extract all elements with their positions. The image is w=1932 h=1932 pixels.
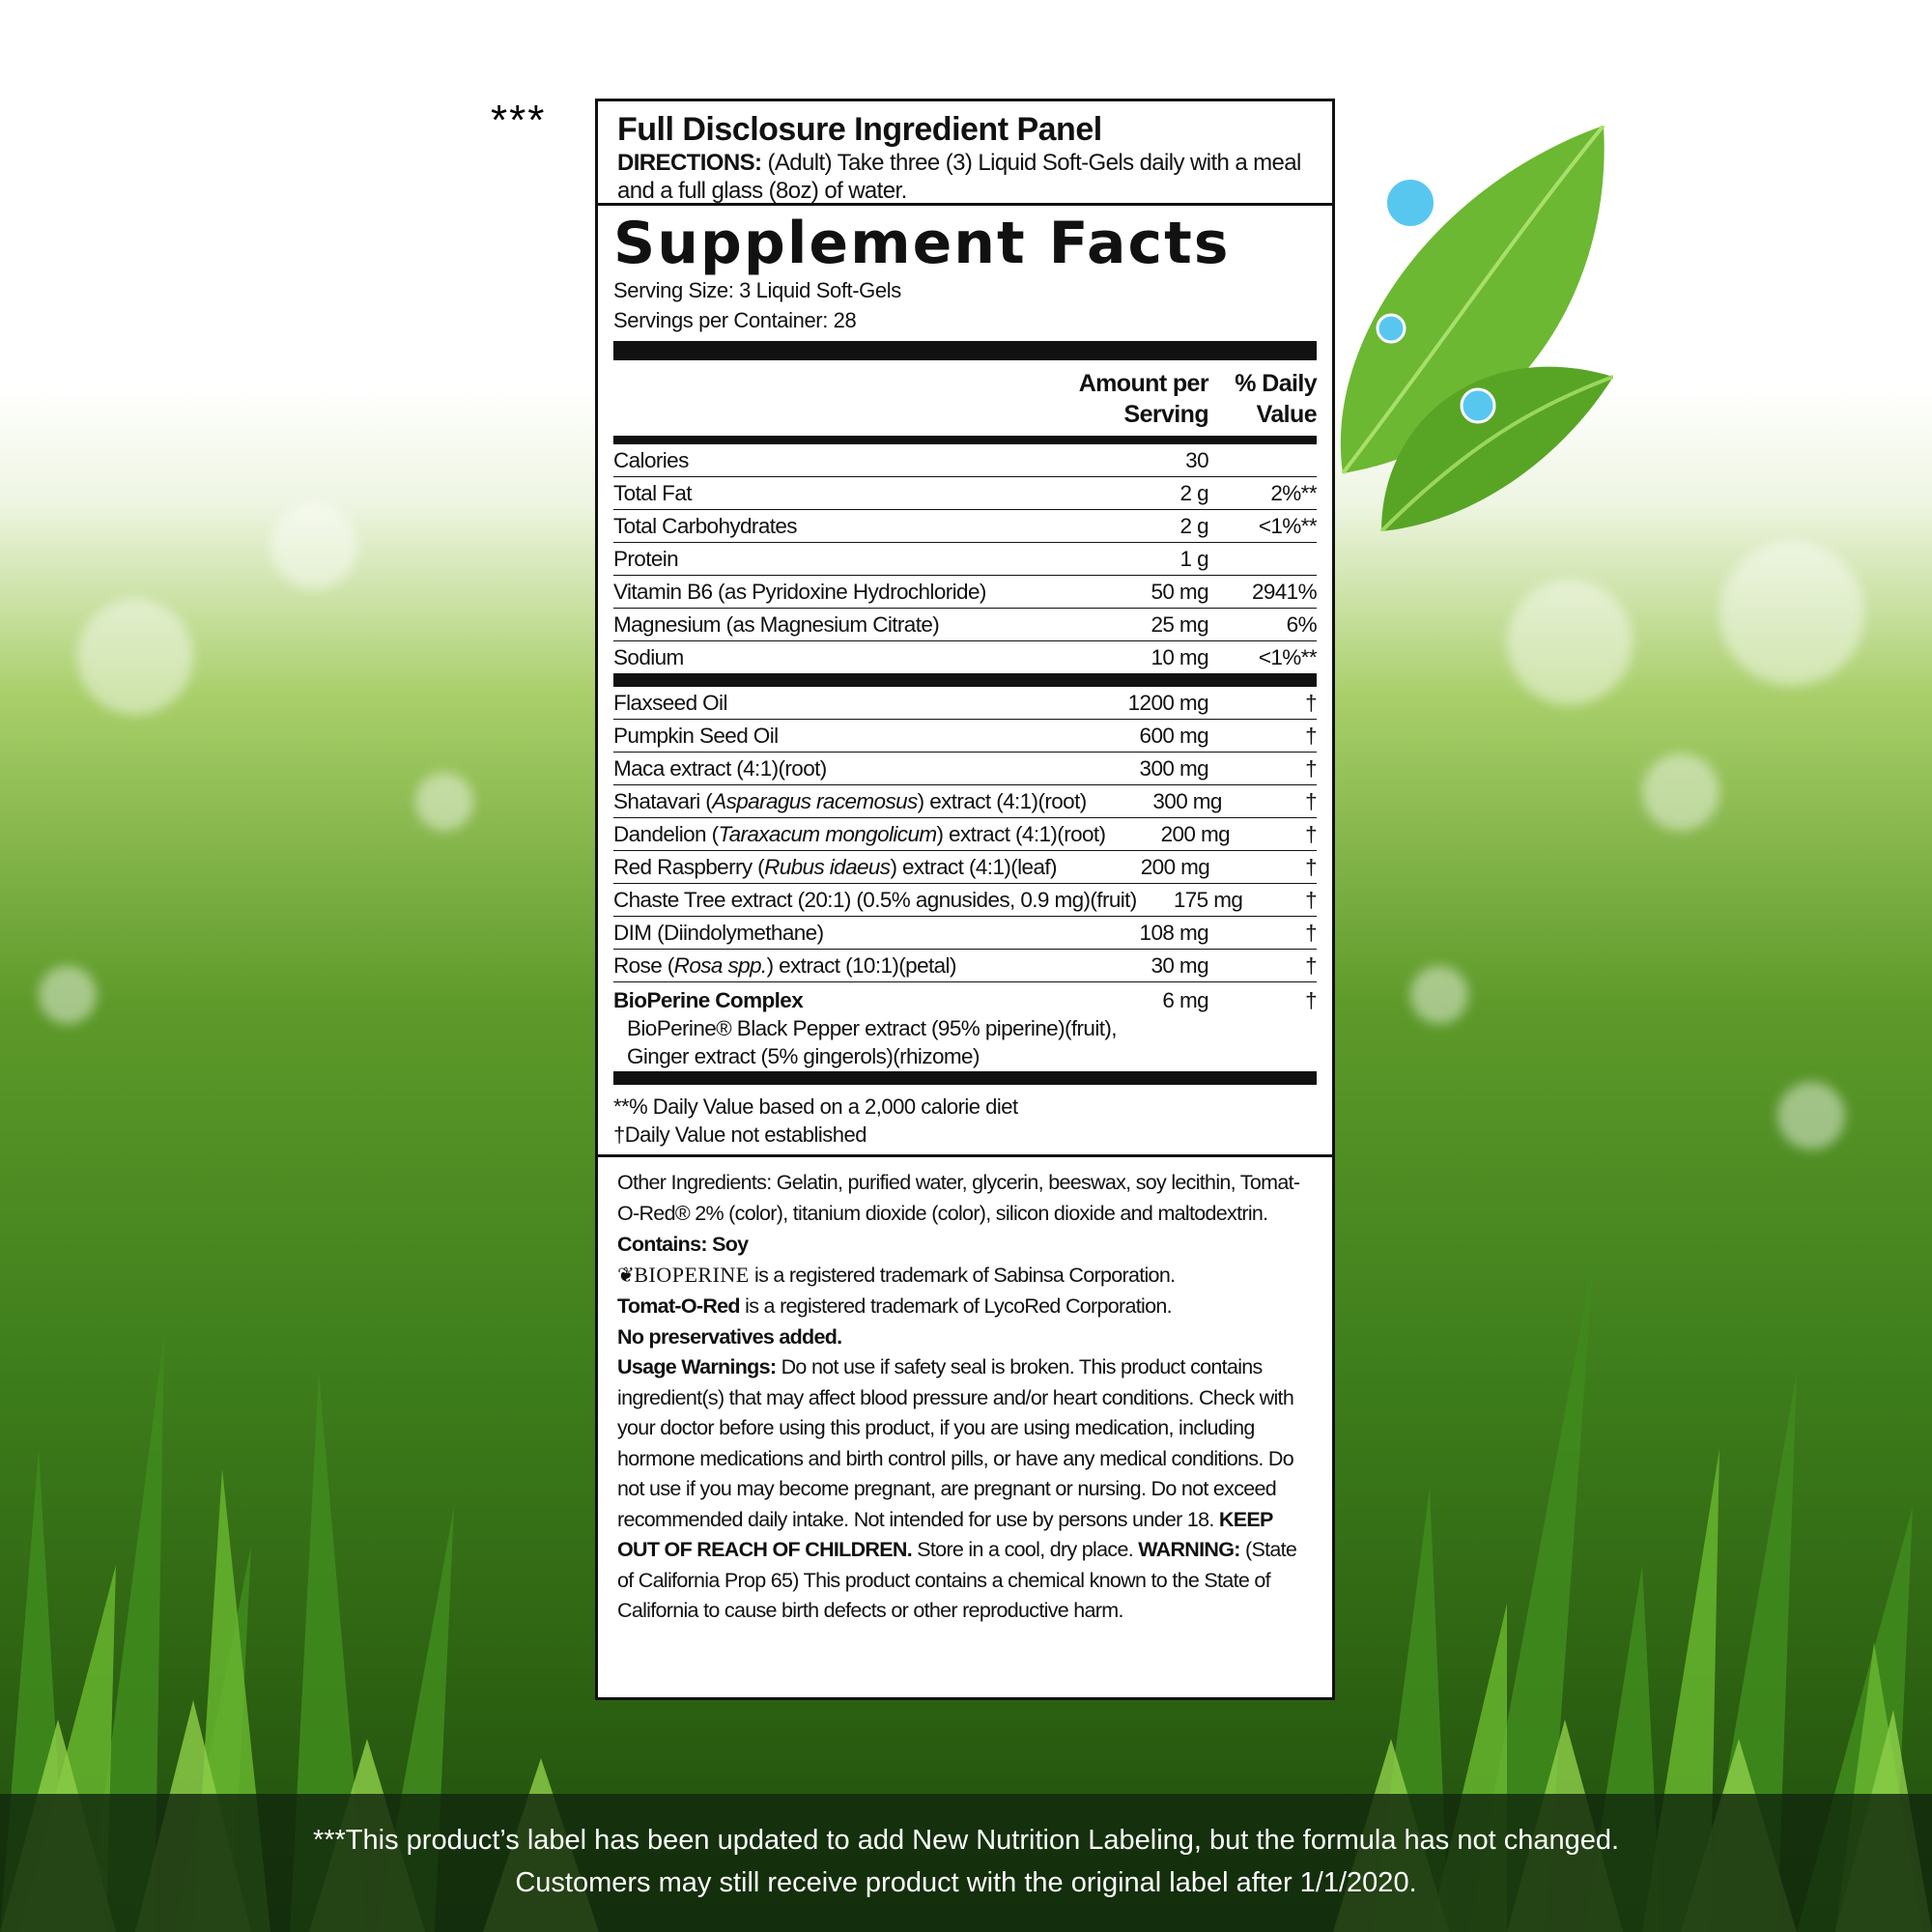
nutrient-row: [613, 510, 1317, 543]
ingredient-row: [613, 851, 1317, 884]
ingredient-row: [613, 917, 1317, 950]
medium-divider: [613, 1071, 1317, 1085]
daily-value-header: [1208, 368, 1317, 430]
nutrient-amount: 50 mg: [1151, 580, 1208, 604]
ingredient-dv: †: [1305, 822, 1317, 846]
nutrient-amount: 2 g: [1179, 514, 1208, 538]
ingredient-name-text: Dandelion (: [613, 822, 719, 846]
notice-line: ***This product’s label has been updated to add New Nutrition Labeling, but the formula has not changed.: [312, 1825, 1620, 1856]
nutrient-table: [613, 444, 1317, 673]
tomat-tm-text: is a registered trademark of LycoRed Corporation.: [739, 1294, 1172, 1318]
ingredient-row: [613, 785, 1317, 818]
amount-header: [1054, 368, 1208, 430]
nutrient-name: Sodium: [613, 645, 684, 669]
ingredient-row: [613, 687, 1317, 720]
ingredient-latin-name: Taraxacum mongolicum: [718, 822, 937, 846]
contains-allergen: Contains: Soy: [617, 1233, 749, 1256]
directions-section: [598, 101, 1332, 206]
ingredient-name: [613, 818, 1105, 850]
ingredient-dv: †: [1305, 756, 1317, 781]
ingredient-name: [613, 950, 1054, 981]
footnote-daily-value: **% Daily Value based on a 2,000 calorie diet: [613, 1094, 1018, 1119]
ingredient-dv: †: [1305, 724, 1317, 748]
complex-line: BioPerine® Black Pepper extract (95% piperine)(fruit),: [627, 1016, 1117, 1040]
medium-divider: [613, 436, 1317, 444]
ingredient-amount: 200 mg: [1140, 855, 1210, 879]
ingredient-amount: 108 mg: [1139, 921, 1208, 945]
ingredient-name-text: ) extract (4:1)(leaf): [890, 855, 1057, 879]
usage-warnings: [617, 1352, 1313, 1627]
ingredient-dv: †: [1305, 888, 1317, 912]
complex-amount: 6 mg: [1162, 988, 1208, 1012]
ingredient-row: [613, 884, 1317, 917]
ingredient-latin-name: Rosa spp.: [673, 953, 767, 978]
footnote-not-established: †Daily Value not established: [613, 1122, 867, 1147]
servings-per-container: Servings per Container: 28: [613, 308, 857, 332]
ingredient-name-text: Shatavari (: [613, 789, 713, 813]
panel-title: Full Disclosure Ingredient Panel: [617, 111, 1102, 148]
bokeh-light: [415, 773, 473, 831]
tomat-trademark: [617, 1291, 1313, 1321]
ingredient-name-text: Pumpkin Seed Oil: [613, 724, 779, 748]
complex-dv: †: [1305, 988, 1317, 1012]
amount-header-line: Serving: [1123, 401, 1208, 428]
ingredient-row: [613, 950, 1317, 982]
nutrient-row: [613, 641, 1317, 673]
label-update-notice: [0, 1794, 1932, 1932]
ingredient-name-text: DIM (Diindolymethane): [613, 921, 824, 945]
ingredient-name-text: Flaxseed Oil: [613, 691, 727, 715]
nutrient-name: Calories: [613, 448, 689, 472]
complex-name: BioPerine Complex: [613, 988, 804, 1012]
ingredient-dv: †: [1305, 789, 1317, 813]
ingredient-amount: 300 mg: [1152, 789, 1222, 813]
ingredient-dv: †: [1305, 953, 1317, 978]
dv-header-line: Value: [1256, 401, 1317, 428]
directions-label: DIRECTIONS:: [617, 150, 762, 176]
nutrient-dv: [1208, 543, 1317, 575]
nutrient-name: Vitamin B6 (as Pyridoxine Hydrochloride): [613, 580, 986, 604]
other-ingredients: Other Ingredients: Gelatin, purified water, glycerin, beeswax, soy lecithin, Tomat-O-Red® 2% (color), titanium dioxide (color), silicon dioxide and maltodextrin.: [617, 1171, 1300, 1225]
warning-label: WARNING:: [1138, 1538, 1240, 1561]
ingredient-latin-name: Rubus idaeus: [764, 855, 891, 879]
bioperine-tm-text: is a registered trademark of Sabinsa Corporation.: [749, 1264, 1176, 1287]
nutrient-row: [613, 477, 1317, 510]
bioperine-complex: [613, 982, 1317, 1071]
asterisk-marker: ***: [491, 97, 547, 144]
bokeh-light: [1507, 580, 1633, 705]
ingredient-name-text: ) extract (10:1)(petal): [766, 953, 956, 978]
other-ingredients-section: [598, 1154, 1332, 1627]
ingredient-amount: 30 mg: [1151, 953, 1208, 978]
nutrient-dv: 6%: [1286, 612, 1317, 637]
ingredient-name: [613, 785, 1087, 817]
usage-label: Usage Warnings:: [617, 1355, 777, 1378]
bokeh-light: [270, 502, 357, 589]
usage-text: Store in a cool, dry place.: [912, 1538, 1139, 1561]
ingredient-name: [613, 687, 1054, 719]
bokeh-light: [77, 599, 193, 715]
ingredient-row: [613, 818, 1317, 851]
nutrient-row: [613, 576, 1317, 609]
ingredient-name-text: Maca extract (4:1)(root): [613, 756, 827, 781]
nutrient-amount: 25 mg: [1151, 612, 1208, 637]
nutrient-row: [613, 444, 1317, 477]
complex-line: Ginger extract (5% gingerols)(rhizome): [627, 1044, 980, 1068]
column-headers: [613, 360, 1317, 436]
ingredient-table: [613, 687, 1317, 982]
tomat-logo: Tomat-O-Red: [617, 1294, 740, 1318]
nutrient-dv: <1%**: [1258, 645, 1317, 669]
nutrient-name: Protein: [613, 547, 679, 571]
ingredient-latin-name: Asparagus racemosus: [712, 789, 918, 813]
usage-text: Do not use if safety seal is broken. This product contains ingredient(s) that may affect blood pressure and/or heart conditions. Check with your doctor before using this product, if you are using medication, including hormone medications and birth control pills, or have any medical conditions. Do not use if you may become pregnant, are pregnant or nursing. Do not exceed recommended daily intake. Not intended for use by persons under 18.: [617, 1355, 1294, 1531]
bioperine-trademark: [617, 1260, 1313, 1291]
ingredient-amount: 300 mg: [1139, 756, 1208, 781]
ingredient-name: [613, 851, 1057, 883]
ingredient-panel: [595, 99, 1335, 1700]
ingredient-name-text: ) extract (4:1)(root): [917, 789, 1087, 813]
ingredient-name-text: Rose (: [613, 953, 674, 978]
footnotes: [613, 1085, 1317, 1154]
bokeh-light: [1642, 753, 1719, 831]
nutrient-dv: 2941%: [1251, 580, 1317, 604]
thick-divider: [613, 341, 1317, 360]
complex-header: [613, 986, 1317, 1014]
ingredient-name-text: Chaste Tree extract (20:1) (0.5% agnusides, 0.9 mg)(fruit): [613, 888, 1137, 912]
nutrient-amount: 30: [1185, 448, 1208, 472]
nutrient-dv: 2%**: [1270, 481, 1317, 505]
nutrient-name: Total Carbohydrates: [613, 514, 797, 538]
ingredient-row: [613, 753, 1317, 785]
medium-divider: [613, 673, 1317, 687]
supplement-facts-title: Supplement Facts: [613, 210, 1231, 277]
nutrient-dv: <1%**: [1258, 514, 1317, 538]
leaves-illustration: [1323, 126, 1613, 531]
nutrient-name: Magnesium (as Magnesium Citrate): [613, 612, 940, 637]
supplement-facts: [598, 212, 1332, 1154]
nutrient-dv: [1208, 444, 1317, 476]
ingredient-name: [613, 753, 1054, 784]
no-preservatives: No preservatives added.: [617, 1325, 842, 1349]
ingredient-amount: 600 mg: [1139, 724, 1208, 748]
notice-line: Customers may still receive product with the original label after 1/1/2020.: [515, 1867, 1417, 1898]
ingredient-row: [613, 720, 1317, 753]
nutrient-amount: 1 g: [1179, 547, 1208, 571]
dv-header-line: % Daily: [1235, 370, 1317, 397]
nutrient-name: Total Fat: [613, 481, 692, 505]
nutrient-row: [613, 609, 1317, 641]
keep-out-of-reach: KEEP OUT OF REACH OF CHILDREN.: [617, 1507, 1273, 1561]
leaf-icon: ❦: [617, 1264, 635, 1287]
ingredient-name-text: Red Raspberry (: [613, 855, 765, 879]
bioperine-logo: BIOPERINE: [634, 1263, 750, 1287]
amount-header-line: Amount per: [1078, 370, 1208, 397]
nutrient-amount: 2 g: [1179, 481, 1208, 505]
nutrient-row: [613, 543, 1317, 576]
directions-text: (Adult) Take three (3) Liquid Soft-Gels daily with a meal and a full glass (8oz) of water.: [617, 150, 1301, 204]
nutrient-amount: 10 mg: [1151, 645, 1208, 669]
serving-size: Serving Size: 3 Liquid Soft-Gels: [613, 278, 901, 302]
ingredient-name: [613, 884, 1137, 916]
ingredient-name: [613, 720, 1054, 752]
ingredient-dv: †: [1305, 921, 1317, 945]
ingredient-name-text: ) extract (4:1)(root): [936, 822, 1106, 846]
ingredient-amount: 200 mg: [1160, 822, 1231, 846]
ingredient-amount: 175 mg: [1173, 888, 1243, 912]
ingredient-amount: 1200 mg: [1127, 691, 1208, 715]
ingredient-dv: †: [1305, 855, 1317, 879]
ingredient-dv: †: [1305, 691, 1317, 715]
directions: [617, 149, 1313, 205]
ingredient-name: [613, 917, 1054, 949]
bokeh-light: [1719, 541, 1864, 686]
warning-text: (State of California Prop 65) This product contains a chemical known to the State of California to cause birth defects or other reproductive harm.: [617, 1538, 1297, 1622]
